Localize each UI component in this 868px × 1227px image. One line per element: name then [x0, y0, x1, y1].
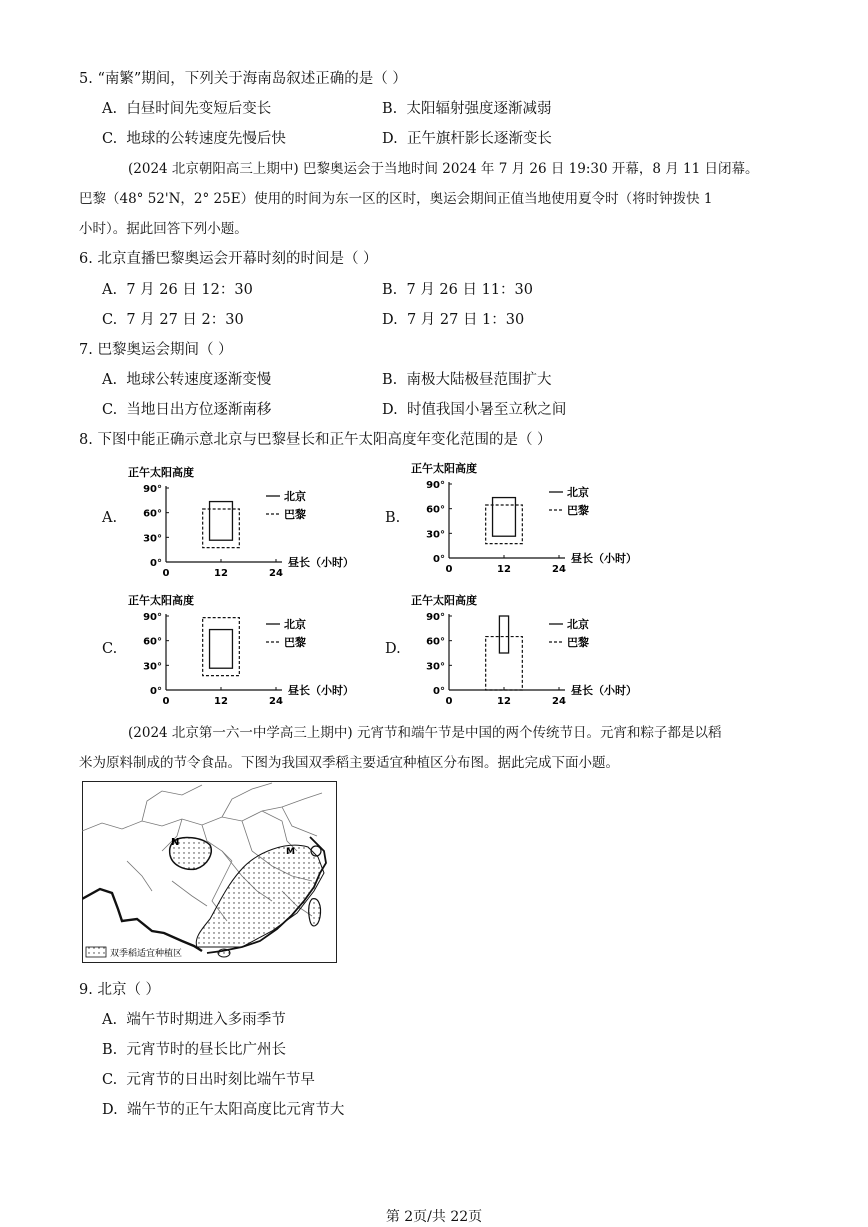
map-label-m: M [286, 847, 295, 857]
q5-option-d: D. 正午旗杆影长逐渐变长 [382, 131, 552, 147]
rice-region-map [82, 781, 337, 963]
q7-stem: 7. 巴黎奥运会期间（ ） [79, 342, 233, 358]
y-axis-label: 正午太阳高度 [128, 594, 194, 607]
q9-option-a: A. 端午节时期进入多雨季节 [102, 1012, 286, 1028]
q8-option-b-letter: B. [385, 510, 401, 526]
passage1-line2: 巴黎（48° 52'N，2° 25E）使用的时间为东一区的区时，奥运会期间正值当地使用夏令时（将时钟拨快 1 [79, 191, 713, 207]
q5-stem: 5. “南繁”期间，下列关于海南岛叙述正确的是（ ） [79, 71, 407, 87]
y-axis-label: 正午太阳高度 [128, 466, 194, 479]
x-axis-label: 昼长（小时） [571, 684, 637, 697]
map-legend-label: 双季稻适宜种植区 [110, 949, 183, 959]
y-tick-label: 60° [143, 508, 162, 520]
y-tick-label: 60° [426, 504, 445, 516]
y-tick-label: 0° [150, 558, 162, 569]
x-tick-label: 12 [497, 696, 511, 707]
legend-beijing-label: 北京 [567, 486, 589, 499]
q8-stem: 8. 下图中能正确示意北京与巴黎昼长和正午太阳高度年变化范围的是（ ） [79, 432, 552, 448]
q7-option-a: A. 地球公转速度逐渐变慢 [102, 372, 272, 388]
y-axis-label: 正午太阳高度 [411, 462, 477, 475]
q6-option-d: D. 7 月 27 日 1：30 [382, 312, 525, 328]
y-tick-label: 90° [426, 612, 445, 623]
q6-option-c: C. 7 月 27 日 2：30 [102, 312, 244, 328]
paris-range-box [203, 618, 240, 676]
q8-chart-a [118, 462, 358, 580]
paris-range-box [203, 509, 240, 548]
q7-option-c: C. 当地日出方位逐渐南移 [102, 402, 272, 418]
legend-paris-label: 巴黎 [567, 636, 589, 649]
legend-beijing-label: 北京 [567, 618, 589, 631]
q9-option-d: D. 端午节的正午太阳高度比元宵节大 [102, 1102, 345, 1118]
beijing-range-box [499, 616, 508, 653]
x-axis-label: 昼长（小时） [288, 684, 354, 697]
x-tick-label: 12 [497, 564, 511, 575]
y-tick-label: 0° [433, 686, 445, 697]
q9-option-b: B. 元宵节时的昼长比广州长 [102, 1042, 286, 1058]
y-tick-label: 90° [143, 612, 162, 623]
x-tick-label: 0 [445, 696, 453, 707]
x-tick-label: 24 [269, 696, 283, 707]
q5-option-b: B. 太阳辐射强度逐渐减弱 [382, 101, 552, 117]
taiwan [309, 899, 321, 926]
q8-option-a-letter: A. [102, 510, 118, 526]
x-tick-label: 0 [162, 568, 170, 579]
beijing-range-box [210, 630, 233, 669]
y-tick-label: 0° [150, 686, 162, 697]
y-tick-label: 90° [426, 480, 445, 491]
passage1-line3: 小时）。据此回答下列小题。 [79, 221, 248, 237]
y-tick-label: 60° [426, 636, 445, 648]
q8-chart-b [401, 458, 661, 580]
legend-beijing-label: 北京 [284, 618, 306, 631]
passage2-line1: (2024 北京第一六一中学高三上期中) 元宵节和端午节是中国的两个传统节日。元宵和粽子都是以稻 [128, 725, 722, 741]
x-tick-label: 0 [162, 696, 170, 707]
legend-paris-label: 巴黎 [567, 504, 589, 517]
passage2-line2: 米为原料制成的节令食品。下图为我国双季稻主要适宜种植区分布图。据此完成下面小题。 [79, 755, 619, 771]
x-tick-label: 12 [214, 696, 228, 707]
x-tick-label: 24 [552, 696, 566, 707]
map-legend-swatch [86, 947, 106, 957]
x-tick-label: 24 [269, 568, 283, 579]
q8-chart-c [118, 590, 358, 708]
passage1-line1: (2024 北京朝阳高三上期中) 巴黎奥运会于当地时间 2024 年 7 月 26 日 19:30 开幕，8 月 11 日闭幕。 [128, 161, 759, 177]
map-label-n: N [171, 837, 180, 848]
beijing-range-box [210, 502, 233, 541]
y-axis-label: 正午太阳高度 [411, 594, 477, 607]
y-tick-label: 0° [433, 554, 445, 565]
x-tick-label: 0 [445, 564, 453, 575]
y-tick-label: 30° [143, 661, 162, 673]
x-axis-label: 昼长（小时） [288, 556, 354, 569]
y-tick-label: 30° [143, 533, 162, 545]
y-tick-label: 90° [143, 484, 162, 495]
legend-paris-label: 巴黎 [284, 636, 306, 649]
q6-option-a: A. 7 月 26 日 12：30 [102, 282, 253, 298]
q9-option-c: C. 元宵节的日出时刻比端午节早 [102, 1072, 315, 1088]
beijing-range-box [493, 498, 516, 537]
q8-chart-d [401, 590, 661, 708]
page-footer: 第 2页/共 22页 [385, 1209, 483, 1225]
paris-range-box [486, 637, 523, 690]
q8-option-d-letter: D. [385, 641, 401, 657]
q5-option-a: A. 白昼时间先变短后变长 [102, 101, 272, 117]
x-axis-label: 昼长（小时） [571, 552, 637, 565]
x-tick-label: 12 [214, 568, 228, 579]
q7-option-d: D. 时值我国小暑至立秋之间 [382, 402, 567, 418]
y-tick-label: 60° [143, 636, 162, 648]
y-tick-label: 30° [426, 529, 445, 541]
x-tick-label: 24 [552, 564, 566, 575]
q6-stem: 6. 北京直播巴黎奥运会开幕时刻的时间是（ ） [79, 251, 378, 267]
q7-option-b: B. 南极大陆极昼范围扩大 [382, 372, 552, 388]
legend-beijing-label: 北京 [284, 490, 306, 503]
legend-paris-label: 巴黎 [284, 508, 306, 521]
paris-range-box [486, 505, 523, 544]
q5-option-c: C. 地球的公转速度先慢后快 [102, 131, 286, 147]
q8-option-c-letter: C. [102, 641, 118, 657]
q9-stem: 9. 北京（ ） [79, 982, 161, 998]
q6-option-b: B. 7 月 26 日 11：30 [382, 282, 533, 298]
y-tick-label: 30° [426, 661, 445, 673]
